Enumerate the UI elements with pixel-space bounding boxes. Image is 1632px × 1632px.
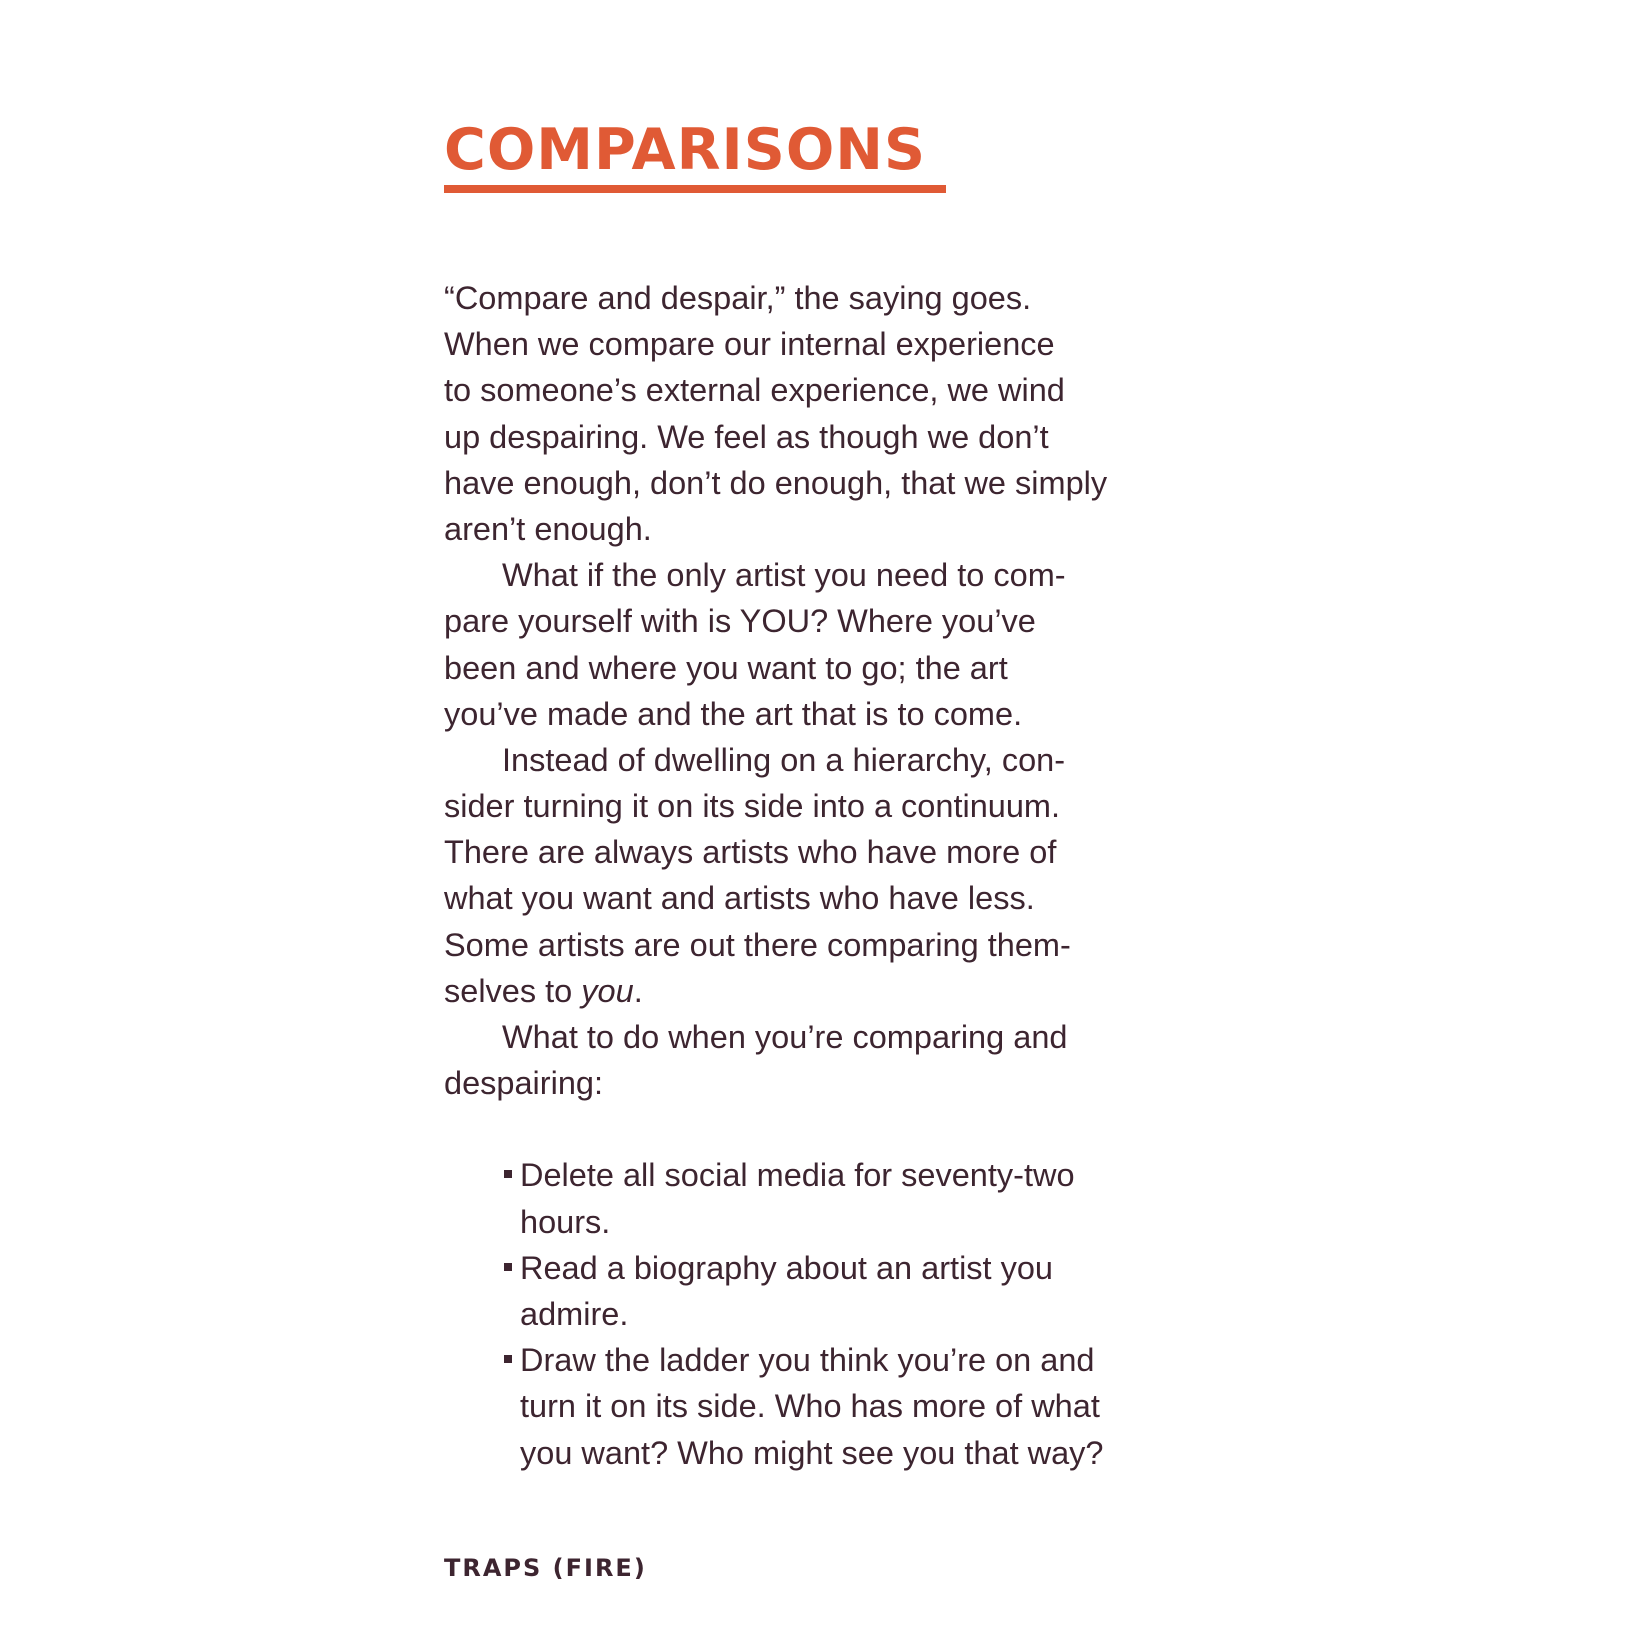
text-line: What to do when you’re comparing and xyxy=(502,1019,1068,1055)
list-item-text: Read a biography about an artist you xyxy=(520,1249,1053,1286)
text-line: turn it on its side. Who has more of what xyxy=(520,1388,1100,1425)
text-line: hours. xyxy=(520,1203,611,1240)
text-line: When we compare our internal experience xyxy=(444,326,1055,363)
square-bullet-icon xyxy=(504,1263,512,1271)
list-item xyxy=(444,1152,1204,1244)
list-item-text: Delete all social media for seventy-two xyxy=(520,1157,1075,1194)
list-item xyxy=(444,1337,1204,1476)
square-bullet-icon xyxy=(504,1170,512,1178)
bullet-list xyxy=(444,1152,1204,1475)
text-line: what you want and artists who have less. xyxy=(444,880,1035,917)
text-line xyxy=(444,1337,1204,1383)
text-line: What if the only artist you need to com- xyxy=(502,557,1066,594)
text-line: pare yourself with is YOU? Where you’ve xyxy=(444,603,1036,640)
body-text xyxy=(444,275,1204,1476)
paragraph-1 xyxy=(444,275,1204,552)
text-line xyxy=(444,1245,1204,1291)
title-underline xyxy=(444,185,946,193)
emphasis-text: you xyxy=(581,972,634,1009)
list-item-text: Draw the ladder you think you’re on and xyxy=(520,1342,1095,1379)
text-line: aren’t enough. xyxy=(444,510,652,547)
text-segment: . xyxy=(633,972,643,1009)
square-bullet-icon xyxy=(504,1355,512,1363)
text-line: There are always artists who have more of xyxy=(444,834,1057,871)
text-line: to someone’s external experience, we wind xyxy=(444,372,1065,409)
text-segment: selves to xyxy=(444,972,582,1009)
list-item xyxy=(444,1245,1204,1337)
text-line: up despairing. We feel as though we don’t xyxy=(444,418,1049,455)
text-line xyxy=(444,968,1204,1014)
text-line: “Compare and despair,” the saying goes. xyxy=(444,280,1032,316)
page-title: COMPARISONS xyxy=(444,117,927,183)
text-line: you want? Who might see you that way? xyxy=(520,1434,1104,1471)
text-line: have enough, don’t do enough, that we simply xyxy=(444,464,1108,501)
text-line xyxy=(444,1152,1204,1198)
text-line: despairing: xyxy=(444,1065,603,1102)
paragraph-3 xyxy=(444,737,1204,1014)
paragraph-4 xyxy=(444,1014,1204,1106)
text-line: Some artists are out there comparing them- xyxy=(444,926,1071,963)
running-footer: TRAPS (FIRE) xyxy=(444,1554,647,1582)
text-line: Instead of dwelling on a hierarchy, con- xyxy=(502,741,1066,778)
list-spacer xyxy=(444,1106,1204,1152)
paragraph-2 xyxy=(444,552,1204,737)
text-line: admire. xyxy=(520,1295,629,1332)
text-line: sider turning it on its side into a continuum. xyxy=(444,788,1061,825)
text-line: you’ve made and the art that is to come. xyxy=(444,695,1023,732)
text-line: been and where you want to go; the art xyxy=(444,649,1008,686)
